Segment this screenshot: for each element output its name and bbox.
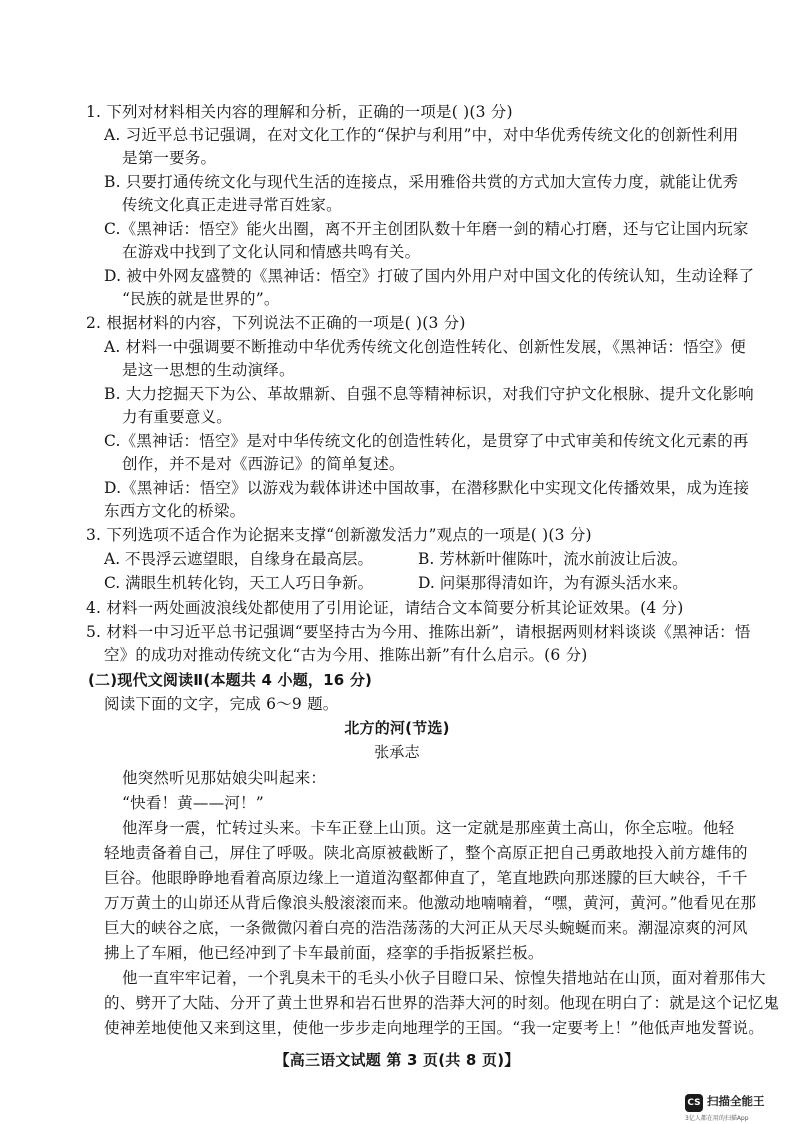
page-footer: 【高三语文试题 第 3 页(共 8 页)】 [274, 1051, 520, 1069]
passage-line: 轻地责备着自己，屏住了呼吸。陕北高原被截断了，整个高原正把自己勇敢地投入前方雄伟的 [104, 844, 748, 862]
passage-line: 巨大的峡谷之底，一条微微闪着白亮的浩浩荡荡的大河正从天尽头蜿蜒而来。潮湿凉爽的河风 [104, 919, 748, 937]
question-2-option-c: C.《黑神话：悟空》是对中华传统文化的创造性转化，是贯穿了中式审美和传统文化元素的再 [104, 432, 749, 450]
passage-paragraph: 他突然听见那姑娘尖叫起来： [122, 769, 327, 787]
camscanner-logo-icon: CS [685, 1094, 703, 1112]
question-1-option-d-cont: “民族的就是世界的”。 [122, 290, 280, 308]
passage-line: 万万黄土的山峁还从背后像浪头般滚滚而来。他激动地喃喃着，“嘿，黄河，黄河。”他看见在那 [104, 894, 757, 912]
question-1-option-c: C.《黑神话：悟空》能火出圈，离不开主创团队数十年磨一剑的精心打磨，还与它让国内玩家 [104, 220, 749, 238]
question-2-stem: 2. 根据材料的内容，下列说法不正确的一项是( )(3 分) [86, 314, 466, 332]
question-2-option-b: B. 大力挖掘天下为公、革故鼎新、自强不息等精神标识，对我们守护文化根脉、提升文化影响 [104, 385, 754, 403]
passage-title: 北方的河(节选) [344, 719, 450, 737]
question-1-option-a: A. 习近平总书记强调，在对文化工作的“保护与利用”中，对中华优秀传统文化的创新性利用 [104, 126, 739, 144]
question-1-option-b-cont: 传统文化真正走进寻常百姓家。 [122, 196, 342, 214]
question-2-option-c-cont: 创作，并不是对《西游记》的简单复述。 [122, 455, 405, 473]
passage-paragraph: 他浑身一震，忙转过头来。卡车正登上山顶。这一定就是那座黄土高山，你全忘啦。他轻 [122, 819, 735, 837]
question-3-option-d: D. 问渠那得清如许，为有源头活水来。 [418, 574, 688, 592]
passage-line: 巨谷。他眼睁睁地看着高原边缘上一道道沟壑都伸直了，笔直地跌向那迷朦的巨大峡谷，千千 [104, 869, 748, 887]
question-1-stem: 1. 下列对材料相关内容的理解和分析，正确的一项是( )(3 分) [86, 103, 513, 121]
question-1-option-c-cont: 在游戏中找到了文化认同和情感共鸣有关。 [122, 243, 421, 261]
camscanner-name: 扫描全能王 [707, 1094, 765, 1108]
passage-line: 使神差地使他又来到这里，使他一步步走向地理学的王国。“我一定要考上！”他低声地发誓说。 [104, 1019, 764, 1037]
question-4-stem: 4. 材料一两处画波浪线处都使用了引用论证，请结合文本简要分析其论证效果。(4 分) [86, 599, 684, 617]
camscanner-tagline: 3亿人都在用的扫描App [685, 1115, 749, 1122]
question-2-option-a: A. 材料一中强调要不断推动中华优秀传统文化创造性转化、创新性发展，《黑神话：悟空》便 [104, 338, 746, 356]
passage-paragraph: “快看！黄——河！” [122, 794, 264, 812]
question-3-stem: 3. 下列选项不适合作为论据来支撑“创新激发活力”观点的一项是( )(3 分) [86, 526, 592, 544]
question-1-option-b: B. 只要打通传统文化与现代生活的连接点，采用雅俗共赏的方式加大宣传力度，就能让优秀 [104, 173, 739, 191]
question-2-option-d-cont: 东西方文化的桥梁。 [104, 502, 246, 520]
question-3-option-a: A. 不畏浮云遮望眼，自缘身在最高层。 [104, 550, 374, 568]
passage-line: 拂上了车厢，他已经冲到了卡车最前面，痉挛的手指扳紧拦板。 [104, 944, 544, 962]
question-2-option-a-cont: 是这一思想的生动演绎。 [122, 361, 295, 379]
question-1-option-a-cont: 是第一要务。 [122, 149, 217, 167]
question-2-option-d: D.《黑神话：悟空》以游戏为载体讲述中国故事，在潜移默化中实现文化传播效果，成为连接 [104, 479, 750, 497]
passage-line: 的、劈开了大陆、分开了黄土世界和岩石世界的浩莽大河的时刻。他现在明白了：就是这个记忆鬼 [104, 994, 780, 1012]
question-1-option-d: D. 被中外网友盛赞的《黑神话：悟空》打破了国内外用户对中国文化的传统认知，生动诠释了 [104, 267, 755, 285]
section-heading: (二)现代文阅读Ⅱ(本题共 4 小题，16 分) [88, 671, 373, 689]
question-5-stem: 5. 材料一中习近平总书记强调“要坚持古为今用、推陈出新”，请根据两则材料谈谈《黑神话：悟 [86, 623, 751, 641]
section-instruction: 阅读下面的文字，完成 6～9 题。 [104, 695, 339, 713]
question-3-option-c: C. 满眼生机转化钧，天工人巧日争新。 [104, 574, 374, 592]
question-5-stem-cont: 空》的成功对推动传统文化“古为今用、推陈出新”有什么启示。(6 分) [104, 646, 588, 664]
question-3-option-b: B. 芳林新叶催陈叶，流水前波让后波。 [418, 550, 688, 568]
question-2-option-b-cont: 力有重要意义。 [122, 408, 232, 426]
passage-paragraph: 他一直牢牢记着，一个乳臭未干的毛头小伙子目瞪口呆、惊惶失措地站在山顶，面对着那伟大 [122, 969, 766, 987]
passage-author: 张承志 [374, 743, 420, 761]
